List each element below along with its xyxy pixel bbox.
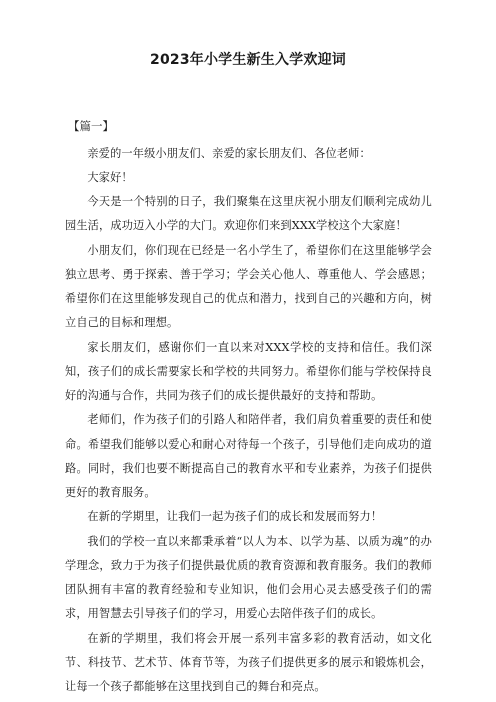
paragraph-together: 在新的学期里，让我们一起为孩子们的成长和发展而努力！ [87, 510, 383, 524]
document-body [65, 115, 432, 699]
paragraph-hello: 大家好！ [87, 170, 133, 184]
paragraph-parents: 家长朋友们，感谢你们一直以来对XXX学校的支持和信任。我们深知，孩子们的成长需要家长和学校的共同努力。希望你们能与学校保持良好的沟通与合作，共同为孩子们的成长提供最好的支持和帮助。 [65, 340, 432, 403]
section-label: 【篇一】 [68, 119, 114, 133]
document-title: 2023年小学生新生入学欢迎词 [150, 52, 346, 68]
paragraph-greeting: 亲爱的一年级小朋友们、亲爱的家长朋友们、各位老师： [87, 146, 371, 160]
paragraph-teachers: 老师们，作为孩子们的引路人和陪伴者，我们肩负着重要的责任和使命。希望我们能够以爱心和耐心对待每一个孩子，引导他们走向成功的道路。同时，我们也要不断提高自己的教育水平和专业素养，为孩子们提供更好的教育服务。 [65, 413, 432, 500]
paragraph-activities: 在新的学期里，我们将会开展一系列丰富多彩的教育活动，如文化节、科技节、艺术节、体育节等，为孩子们提供更多的展示和锻炼机会，让每一个孩子都能够在这里找到自己的舞台和亮点。 [65, 631, 432, 694]
paragraph-intro: 今天是一个特别的日子，我们聚集在这里庆祝小朋友们顺利完成幼儿园生活，成功迈入小学的大门。欢迎你们来到XXX学校这个大家庭！ [65, 195, 432, 233]
paragraph-philosophy: 我们的学校一直以来都秉承着“以人为本、以学为基、以质为魂”的办学理念，致力于为孩子们提供最优质的教育资源和教育服务。我们的教师团队拥有丰富的教育经验和专业知识，他们会用心灵去感受孩子们的需求，用智慧去引导孩子们的学习，用爱心去陪伴孩子们的成长。 [65, 534, 432, 621]
paragraph-students: 小朋友们，你们现在已经是一名小学生了，希望你们在这里能够学会独立思考、勇于探索、善于学习；学会关心他人、尊重他人、学会感恩；希望你们在这里能够发现自己的优点和潜力，找到自己的兴趣和方向，树立自己的目标和理想。 [65, 243, 432, 330]
